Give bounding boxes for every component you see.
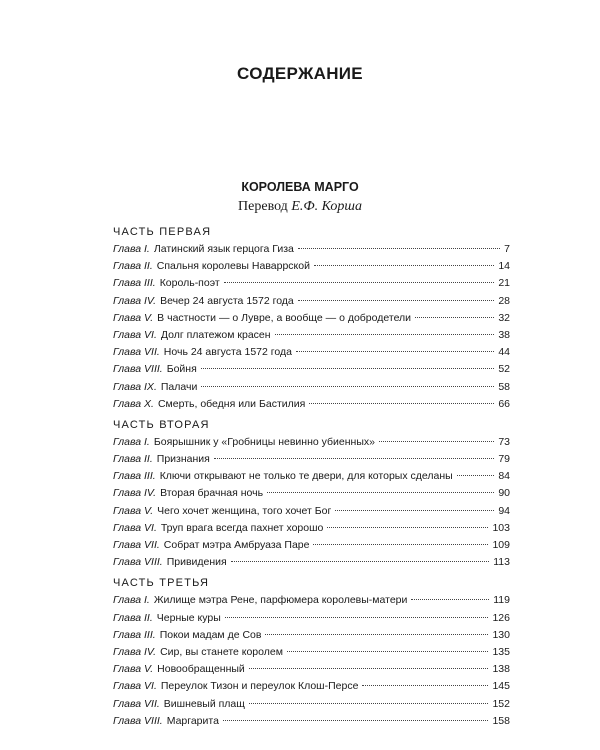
- page-number: 109: [492, 539, 510, 551]
- toc-entry[interactable]: [113, 258, 510, 275]
- page-number: 52: [498, 363, 510, 376]
- page-number: 21: [498, 277, 510, 290]
- chapter-title: Вечер 24 августа 1572 года: [160, 294, 294, 307]
- page-number: 126: [492, 611, 510, 624]
- dot-leader: [313, 544, 488, 545]
- dot-leader: [249, 703, 489, 704]
- page-number: 90: [498, 487, 510, 500]
- page-number: 28: [498, 294, 510, 307]
- toc-entry[interactable]: [113, 592, 510, 609]
- page-number: 103: [492, 521, 510, 534]
- chapter-title: Бойня: [166, 363, 197, 376]
- toc-entry[interactable]: [113, 644, 510, 661]
- dot-leader: [335, 510, 494, 511]
- chapter-title: Маргарита: [166, 714, 219, 727]
- dot-leader: [309, 403, 494, 404]
- page-number: 138: [492, 663, 510, 676]
- page-number: 119: [493, 594, 510, 607]
- dot-leader: [296, 351, 494, 352]
- chapter-label: Глава VI.: [113, 328, 157, 341]
- dot-leader: [379, 441, 494, 442]
- toc-entry[interactable]: [113, 661, 510, 678]
- toc-entry[interactable]: [113, 503, 510, 520]
- chapter-label: Глава VIII.: [113, 363, 163, 376]
- part-heading: ЧАСТЬ ПЕРВАЯ: [113, 226, 212, 238]
- dot-leader: [327, 527, 488, 528]
- chapter-title: Собрат мэтра Амбруаза Паре: [163, 539, 310, 551]
- dot-leader: [314, 265, 494, 266]
- dot-leader: [362, 685, 488, 686]
- dot-leader: [224, 282, 495, 283]
- toc-entry[interactable]: [113, 344, 510, 361]
- chapter-title: Ночь 24 августа 1572 года: [163, 346, 292, 359]
- toc-entry[interactable]: [113, 537, 510, 554]
- chapter-label: Глава V.: [113, 663, 154, 676]
- chapter-label: Глава V.: [113, 311, 154, 324]
- toc-entry[interactable]: [113, 468, 510, 485]
- dot-leader: [223, 720, 489, 721]
- chapter-title: Переулок Тизон и переулок Клош-Персе: [160, 680, 359, 693]
- toc-entry[interactable]: [113, 241, 510, 258]
- chapter-label: Глава I.: [113, 435, 150, 448]
- chapter-label: Глава II.: [113, 453, 153, 466]
- page-number: 73: [498, 435, 510, 448]
- dot-leader: [287, 651, 489, 652]
- toc-entry[interactable]: [113, 275, 510, 292]
- page-number: 113: [493, 556, 510, 569]
- chapter-title: Долг платежом красен: [160, 328, 271, 341]
- translator-line: [0, 199, 600, 215]
- dot-leader: [411, 599, 489, 600]
- chapter-title: Латинский язык герцога Гиза: [153, 243, 294, 255]
- chapter-label: Глава III.: [113, 628, 156, 641]
- translator-prefix: Перевод: [238, 199, 288, 214]
- dot-leader: [225, 617, 489, 618]
- book-title: КОРОЛЕВА МАРГО: [241, 180, 359, 194]
- dot-leader: [457, 475, 495, 476]
- toc-entry[interactable]: [113, 434, 510, 451]
- page-number: 44: [498, 346, 510, 359]
- dot-leader: [201, 368, 495, 369]
- toc-entry[interactable]: [113, 678, 510, 695]
- page-number: 94: [498, 504, 510, 517]
- chapter-label: Глава III.: [113, 470, 156, 483]
- dot-leader: [201, 386, 494, 387]
- dot-leader: [415, 317, 494, 318]
- page-number: 135: [492, 645, 510, 658]
- toc-entry[interactable]: [113, 713, 510, 730]
- chapter-title: В частности — о Лувре, а вообще — о добродетели: [157, 311, 412, 324]
- toc-entry[interactable]: [113, 451, 510, 468]
- chapter-label: Глава VII.: [113, 346, 160, 359]
- chapter-label: Глава IX.: [113, 380, 157, 393]
- chapter-label: Глава II.: [113, 611, 153, 624]
- chapter-title: Боярышник у «Гробницы невинно убиенных»: [153, 435, 375, 448]
- toc-entry[interactable]: [113, 396, 510, 413]
- chapter-title: Вторая брачная ночь: [160, 487, 264, 500]
- page-number: 130: [492, 628, 510, 641]
- toc-entry[interactable]: [113, 520, 510, 537]
- dot-leader: [298, 300, 495, 301]
- dot-leader: [249, 668, 489, 669]
- page-number: 84: [498, 470, 510, 483]
- chapter-label: Глава VIII.: [113, 714, 163, 727]
- page-number: 38: [498, 328, 510, 341]
- toc-entry[interactable]: [113, 327, 510, 344]
- page-number: 66: [498, 397, 510, 410]
- chapter-title: Спальня королевы Наваррской: [156, 260, 310, 273]
- part-heading: ЧАСТЬ ТРЕТЬЯ: [113, 577, 210, 590]
- chapter-title: Ключи открывают не только те двери, для которых сделаны: [159, 470, 453, 483]
- chapter-label: Глава IV.: [113, 487, 157, 500]
- part-heading: ЧАСТЬ ВТОРАЯ: [113, 418, 210, 431]
- chapter-label: Глава VIII.: [113, 556, 163, 569]
- page-number: 32: [498, 311, 510, 324]
- toc-entry[interactable]: [113, 627, 510, 644]
- translator-name: Е.Ф. Корша: [291, 199, 362, 214]
- dot-leader: [214, 458, 494, 459]
- chapter-label: Глава VI.: [113, 521, 157, 534]
- chapter-label: Глава I.: [113, 243, 150, 255]
- page-number: 158: [492, 714, 510, 727]
- chapter-label: Глава I.: [113, 594, 150, 607]
- chapter-label: Глава V.: [113, 504, 154, 517]
- dot-leader: [275, 334, 495, 335]
- chapter-label: Глава VII.: [113, 539, 160, 551]
- dot-leader: [267, 492, 494, 493]
- dot-leader: [231, 561, 490, 562]
- chapter-title: Чего хочет женщина, того хочет Бог: [157, 504, 332, 517]
- chapter-label: Глава IV.: [113, 294, 157, 307]
- chapter-title: Вишневый плащ: [163, 697, 245, 710]
- chapter-label: Глава X.: [113, 397, 154, 410]
- toc-entry[interactable]: [113, 293, 510, 310]
- page-number: 14: [498, 260, 510, 273]
- chapter-title: Признания: [156, 453, 210, 466]
- chapter-title: Новообращенный: [157, 663, 245, 676]
- chapter-label: Глава II.: [113, 260, 153, 273]
- page-number: 7: [504, 243, 510, 255]
- chapter-title: Сир, вы станете королем: [160, 645, 283, 658]
- chapter-title: Палачи: [160, 380, 198, 393]
- table-of-contents: [113, 223, 510, 730]
- page-number: 58: [498, 380, 510, 393]
- toc-entry[interactable]: [113, 485, 510, 502]
- chapter-label: Глава VII.: [113, 697, 160, 710]
- chapter-title: Черные куры: [156, 611, 221, 624]
- chapter-title: Жилище мэтра Рене, парфюмера королевы-матери: [153, 594, 408, 607]
- page-title: СОДЕРЖАНИЕ: [237, 64, 363, 83]
- toc-entry[interactable]: [113, 310, 510, 327]
- chapter-label: Глава III.: [113, 277, 156, 290]
- page-number: 145: [492, 680, 510, 693]
- toc-entry[interactable]: [113, 696, 510, 713]
- chapter-title: Привидения: [166, 556, 227, 569]
- dot-leader: [298, 248, 500, 249]
- chapter-title: Смерть, обедня или Бастилия: [157, 397, 306, 410]
- toc-entry[interactable]: [113, 554, 510, 571]
- chapter-title: Труп врага всегда пахнет хорошо: [160, 521, 324, 534]
- page-number: 152: [492, 697, 510, 710]
- chapter-title: Покои мадам де Сов: [159, 628, 262, 641]
- chapter-label: Глава VI.: [113, 680, 157, 693]
- page-number: 79: [498, 453, 510, 466]
- toc-entry[interactable]: [113, 610, 510, 627]
- toc-entry[interactable]: [113, 361, 510, 378]
- chapter-title: Король-поэт: [159, 277, 220, 290]
- toc-entry[interactable]: [113, 379, 510, 396]
- dot-leader: [265, 634, 488, 635]
- chapter-label: Глава IV.: [113, 645, 157, 658]
